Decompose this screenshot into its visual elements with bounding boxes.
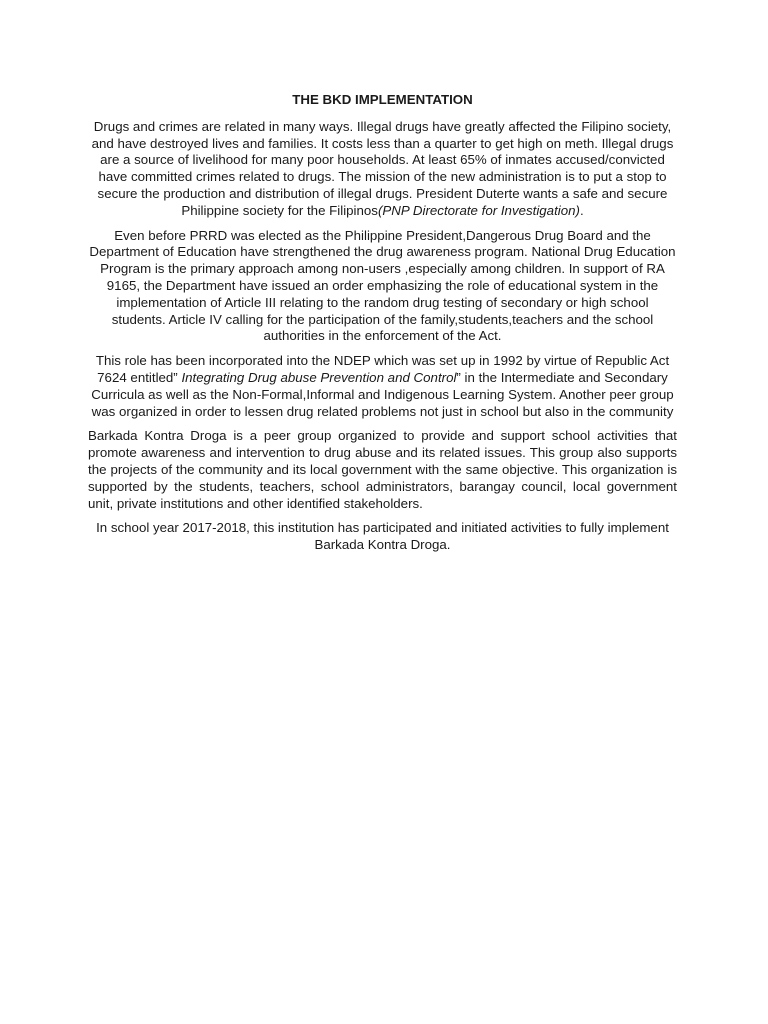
paragraph-prrd-drug-program: Even before PRRD was elected as the Philippine President,Dangerous Drug Board and the Department of Education have strengthened the drug awareness program. National Drug Education Program is the primary approach among non-users ,especially among children. In support of RA 9165, the Department have issued an order emphasizing the role of educational system in the implementation of Article III relating to the random drug testing of secondary or high school students. Article IV calling for the participation of the family,students,teachers and the school authorities in the enforcement of the Act. — [89, 227, 676, 344]
paragraph-3-before: This role has been incorporated into the NDEP which was set up in 1992 by virtue of Republic Act 7624 entitled” — [95, 353, 670, 385]
paragraph-3-act-title: Integrating Drug abuse Prevention and Control — [181, 369, 457, 385]
document-title: THE BKD IMPLEMENTATION — [292, 92, 473, 107]
paragraph-barkada-kontra-droga: Barkada Kontra Droga is a peer group organized to provide and support school activities that promote awareness and intervention to drug abuse and its related issues. This group also supports the projects of the community and its local government with the same objective. This organization is supported by the students, teachers, school administrators, barangay council, local government unit, private institutions and other identified stakeholders. — [88, 428, 677, 511]
paragraph-1-citation: (PNP Directorate for Investigation) — [377, 202, 580, 218]
paragraph-1-text: Drugs and crimes are related in many ways. Illegal drugs have greatly affected the Filipino society, and have destroyed lives and families. It costs less than a quarter to get high on meth. Illegal drugs are a source of livelihood for many poor households. At least 65% of inmates accused/convicted have committed crimes related to drugs. The mission of the new administration is to put a stop to secure the production and distribution of illegal drugs. President Duterte wants a safe and secure Philippine society for the Filipinos — [91, 118, 674, 218]
document-body — [88, 92, 677, 562]
paragraph-drugs-and-crimes — [88, 119, 677, 220]
paragraph-1-end: . — [579, 202, 584, 218]
paragraph-3-after: ” in the Intermediate and Secondary Curricula as well as the Non-Formal,Informal and Indigenous Learning System. Another peer group was organized in order to lessen drug related problems not just in school but also in the community — [91, 369, 674, 419]
paragraph-ndep-role — [88, 353, 677, 420]
paragraph-school-year: In school year 2017-2018, this institution has participated and initiated activities to fully implement Barkada Kontra Droga. — [96, 520, 669, 553]
